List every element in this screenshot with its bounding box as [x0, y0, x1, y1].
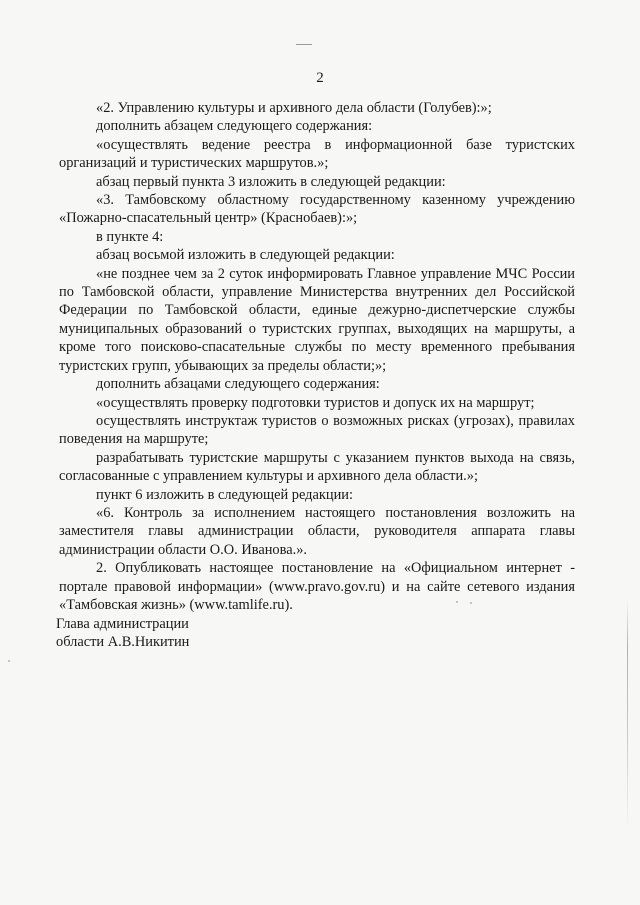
scan-edge-shadow: [627, 600, 628, 830]
paragraph: абзац первый пункта 3 изложить в следующей редакции:: [96, 173, 446, 190]
paragraph: дополнить абзацами следующего содержания:: [96, 376, 380, 393]
paragraph: пункт 6 изложить в следующей редакции:: [96, 486, 353, 503]
paragraph: дополнить абзацем следующего содержания:: [96, 118, 373, 135]
scan-speck: [8, 660, 10, 662]
paragraph: «осуществлять проверку подготовки туристов и допуск их на маршрут;: [96, 394, 535, 411]
paragraph: «2. Управлению культуры и архивного дела области (Голубев):»;: [96, 100, 492, 116]
signature-title: Глава администрации: [56, 616, 189, 632]
paragraph: в пункте 4:: [96, 228, 164, 245]
signature-name: области А.В.Никитин: [56, 633, 190, 650]
paragraph: осуществлять инструктаж туристов о возможных рисках (угрозах), правилах поведения на маршруте;: [59, 412, 575, 448]
paragraph: «осуществлять ведение реестра в информационной базе туристских организаций и туристических маршрутов.»;: [59, 136, 575, 172]
paragraph: абзац восьмой изложить в следующей редакции:: [96, 247, 395, 264]
paragraph: 2. Опубликовать настоящее постановление на «Официальном интернет - портале правовой информации» (www.pravo.gov.ru) и на сайте сетевого издания «Тамбовская жизнь» (www.tamlife.ru).: [59, 560, 575, 613]
paragraph: «6. Контроль за исполнением настоящего постановления возложить на заместителя главы администрации области, руководителя аппарата главы администрации области О.О. Иванова.».: [59, 504, 575, 558]
paragraph: разрабатывать туристские маршруты с указанием пунктов выхода на связь, согласованные с управлением культуры и архивного дела области.»;: [59, 449, 575, 485]
scan-speck: [456, 601, 458, 603]
page-number: 2: [316, 70, 324, 86]
document-body: [59, 99, 575, 614]
scan-speck: [470, 602, 472, 604]
scan-mark: [296, 44, 312, 45]
signature-block: [56, 616, 189, 651]
paragraph: «3. Тамбовскому областному государственному казенному учреждению «Пожарно-спасательный центр» (Краснобаев):»;: [59, 192, 575, 227]
paragraph: «не позднее чем за 2 суток информировать Главное управление МЧС России по Тамбовской области, управление Министерства внутренних дел Российской Федерации по Тамбовской области, единые дежурно-диспетчерские службы муниципальных образований о туристских группах, выходящих на маршруты, а кроме того поисково-спасательные службы по месту временного пребывания туристских групп, убывающих за пределы области;»;: [59, 265, 575, 374]
